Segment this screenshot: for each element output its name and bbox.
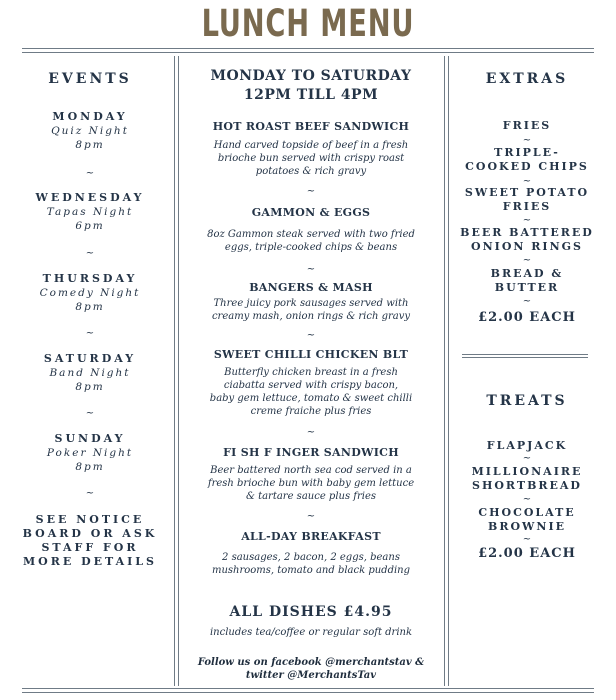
notice-line: BOARD OR ASK [22,527,158,540]
event-name: Poker Night [46,447,134,459]
event-time: 8pm [75,301,105,313]
separator: ~ [85,488,95,499]
notice-line: STAFF FOR [41,541,139,554]
event-time: 6pm [75,220,105,232]
separator: ~ [522,534,532,545]
extra-line: TRIPLE- [494,146,560,159]
extra-fries: FRIES [502,119,552,132]
separator: ~ [306,427,316,438]
event-day: THURSDAY [42,272,138,285]
social-line: twitter @MerchantsTav [245,670,377,681]
dish-bangers [180,281,442,323]
column-divider-right-inner [448,56,449,686]
dish-desc-line: & tartare sauce plus fries [245,491,376,502]
dish-fish-finger [180,446,442,503]
event-day: WEDNESDAY [35,191,145,204]
event-day: SUNDAY [54,432,126,445]
dish-name: BANGERS & MASH [249,281,373,294]
treat-line: CHOCOLATE [478,506,576,519]
treat-line: MILLIONAIRE [471,465,583,478]
treats-price: £2.00 EACH [478,546,576,561]
treat-flapjack: FLAPJACK [486,439,568,452]
dish-desc-line: Beer battered north sea cod served in a [210,465,412,476]
treats-heading: TREATS [486,393,568,409]
separator: ~ [306,330,316,341]
dish-name: FI SH F INGER SANDWICH [223,446,399,459]
event-name: Band Night [49,367,131,379]
column-divider-left-inner [178,56,179,686]
extra-line: SWEET POTATO [464,186,590,199]
extra-line: ONION RINGS [471,240,583,253]
dish-desc-line: ciabatta served with crispy bacon, [223,380,399,391]
dish-gammon [180,206,442,254]
main-column [180,0,442,700]
extra-line: BREAD & [490,267,564,280]
event-thursday [10,272,170,314]
dish-name: GAMMON & EGGS [251,206,371,219]
separator: ~ [522,255,532,266]
separator: ~ [306,511,316,522]
dish-desc-line: mushrooms, tomato and black pudding [211,565,411,576]
separator: ~ [522,453,532,464]
separator: ~ [522,296,532,307]
dish-desc-line: creme fraiche plus fries [250,406,372,417]
event-sunday [10,432,170,474]
extras-column [452,0,602,700]
dish-breakfast [180,530,442,577]
dish-chilli-blt [180,348,442,418]
separator: ~ [522,215,532,226]
social-follow [180,656,442,682]
days-heading: MONDAY TO SATURDAY [210,68,412,84]
column-divider-left [174,56,175,686]
event-day: MONDAY [52,110,128,123]
dish-desc-line: baby gem lettuce, tomato & sweet chilli [209,393,413,404]
event-time: 8pm [75,461,105,473]
menu-title: LUNCH MENU [201,2,415,45]
dish-desc-line: fresh brioche bun with baby gem lettuce [207,478,415,489]
separator: ~ [85,328,95,339]
dish-roast-beef [180,120,442,178]
event-name: Comedy Night [39,287,141,299]
social-line: Follow us on facebook @merchantstav & [197,657,425,668]
event-time: 8pm [75,139,105,151]
dish-desc-line: Hand carved topside of beef in a fresh [213,140,409,151]
events-column [10,0,170,700]
dish-desc-line: 8oz Gammon steak served with two fried [207,229,415,240]
event-wednesday [10,191,170,233]
dish-desc-line: creamy mash, onion rings & rich gravy [211,311,411,322]
separator: ~ [85,168,95,179]
event-saturday [10,352,170,394]
events-heading: EVENTS [48,71,132,87]
dish-desc-line: potatoes & rich gravy [255,166,367,177]
separator: ~ [85,408,95,419]
column-divider-right [444,56,445,686]
events-notice [10,513,170,569]
separator: ~ [306,186,316,197]
event-name: Tapas Night [46,206,134,218]
dish-desc-line: 2 sausages, 2 bacon, 2 eggs, beans [222,552,400,563]
treat-line: BROWNIE [488,520,566,533]
extra-line: BUTTER [494,281,560,294]
extra-sweet-potato [452,186,602,214]
treat-shortbread [452,465,602,493]
dish-name: SWEET CHILLI CHICKEN BLT [213,348,409,361]
notice-line: SEE NOTICE [35,513,145,526]
extra-line: FRIES [502,200,552,213]
extra-line: BEER BATTERED [460,226,594,239]
separator: ~ [306,264,316,275]
dish-desc-line: eggs, triple-cooked chips & beans [224,242,398,253]
hours-heading: 12PM TILL 4PM [243,87,379,103]
event-monday [10,110,170,152]
extras-price: £2.00 EACH [478,310,576,325]
separator: ~ [522,494,532,505]
notice-line: MORE DETAILS [23,555,157,568]
treat-line: SHORTBREAD [472,479,582,492]
separator: ~ [85,248,95,259]
extra-bread-butter [452,267,602,295]
extra-triple-chips [452,146,602,174]
event-name: Quiz Night [51,125,129,137]
event-day: SATURDAY [43,352,137,365]
dish-name: HOT ROAST BEEF SANDWICH [212,120,410,133]
treat-brownie [452,506,602,534]
separator: ~ [522,176,532,187]
extra-line: COOKED CHIPS [465,160,589,173]
extra-onion-rings [452,226,602,254]
separator: ~ [522,135,532,146]
includes-drink: includes tea/coffee or regular soft drink [209,627,413,638]
dish-desc-line: brioche bun served with crispy roast [217,153,405,164]
dish-desc-line: Butterfly chicken breast in a fresh [224,367,398,378]
dish-name: ALL-DAY BREAKFAST [241,530,381,543]
all-dishes-price: ALL DISHES £4.95 [229,604,393,620]
extras-heading: EXTRAS [485,71,569,87]
dish-desc-line: Three juicy pork sausages served with [213,298,409,309]
event-time: 8pm [75,381,105,393]
